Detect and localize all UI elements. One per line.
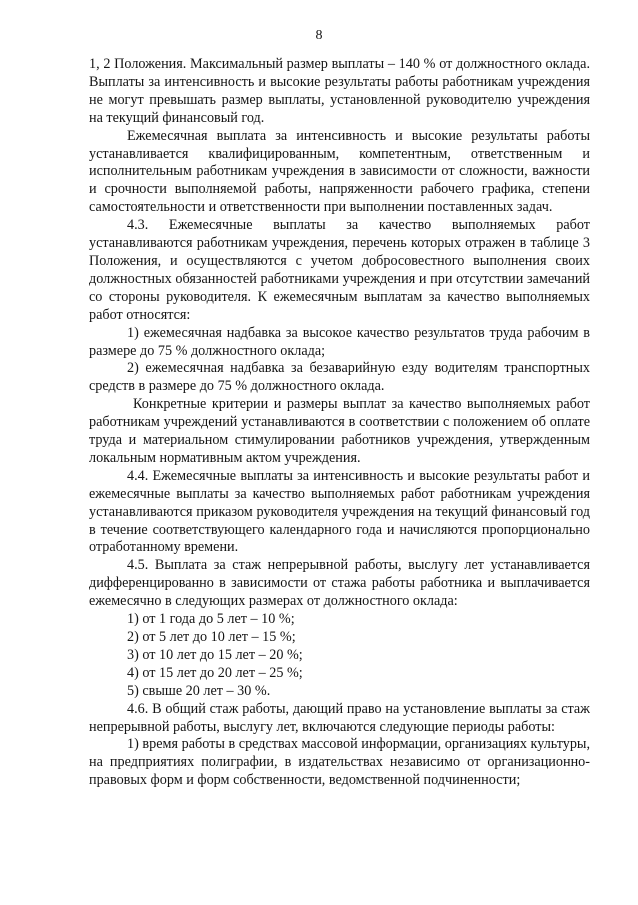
paragraph-4-6: 4.6. В общий стаж работы, дающий право на установление выплаты за стаж непрерывной работы, выслугу лет, включаются следующие периоды работы: (89, 700, 590, 735)
paragraph-criteria: Конкретные критерии и размеры выплат за качество выполняемых работ работникам учреждений устанавливаются в соответствии с положением об оплате труда и материальном стимулировании работников учреждения, утвержденным локальным нормативным актом учреждения. (89, 396, 590, 466)
paragraph-4-3: 4.3. Ежемесячные выплаты за качество выполняемых работ устанавливаются работникам учреждения, перечень которых отражен в таблице 3 Положения, и осуществляются с учетом добросовестного выполнения своих должностных обязанностей работниками учреждения и при отсутствии замечаний со стороны руководителя. К ежемесячным выплатам за качество выполняемых работ относятся: (89, 217, 590, 323)
list-item-seniority-2: 2) от 5 лет до 10 лет – 15 %; (127, 629, 296, 645)
page-number: 8 (315, 28, 323, 43)
list-item-seniority-3: 3) от 10 лет до 15 лет – 20 %; (127, 646, 303, 663)
list-item-seniority-5: 5) свыше 20 лет – 30 %. (127, 682, 271, 699)
list-item-4-3-2: 2) ежемесячная надбавка за безаварийную езду водителям транспортных средств в размере до 75 % должностного оклада. (89, 360, 590, 395)
paragraph-monthly-payment: Ежемесячная выплата за интенсивность и высокие результаты работы устанавливается квалифицированным, компетентным, ответственным и исполнительным работникам учреждения в зависимости от сложности, важности и срочности выполняемой работы, напряженности рабочего графика, степени самостоятельности и ответственности при выполнении поставленных задач. (89, 127, 590, 216)
paragraph-4-5: 4.5. Выплата за стаж непрерывной работы, выслугу лет устанавливается дифференцированно в зависимости от стажа работы работника и выплачивается ежемесячно в следующих размерах от должностного оклада: (89, 557, 590, 610)
list-item-seniority-4: 4) от 15 лет до 20 лет – 25 %; (127, 664, 303, 681)
paragraph-continuation: 1, 2 Положения. Максимальный размер выплаты – 140 % от должностного оклада. Выплаты за интенсивность и высокие результаты работы работникам учреждения не могут превышать размер выплаты, установленной руководителю учреждения на текущий финансовый год. (89, 56, 590, 126)
document-body (89, 56, 590, 790)
list-item-4-3-1: 1) ежемесячная надбавка за высокое качество результатов труда рабочим в размере до 75 % должностного оклада; (89, 324, 590, 359)
paragraph-4-4: 4.4. Ежемесячные выплаты за интенсивность и высокие результаты работ и ежемесячные выплаты за качество выполняемых работ работникам учреждения устанавливаются приказом руководителя учреждения на текущий финансовый год в течение соответствующего календарного года и начисляются пропорционально отработанному времени. (89, 467, 590, 556)
list-item-4-6-1: 1) время работы в средствах массовой информации, организациях культуры, на предприятиях полиграфии, в издательствах независимо от организационно-правовых форм и форм собственности, ведомственной подчиненности; (89, 736, 590, 789)
list-item-seniority-1: 1) от 1 года до 5 лет – 10 %; (127, 611, 295, 628)
